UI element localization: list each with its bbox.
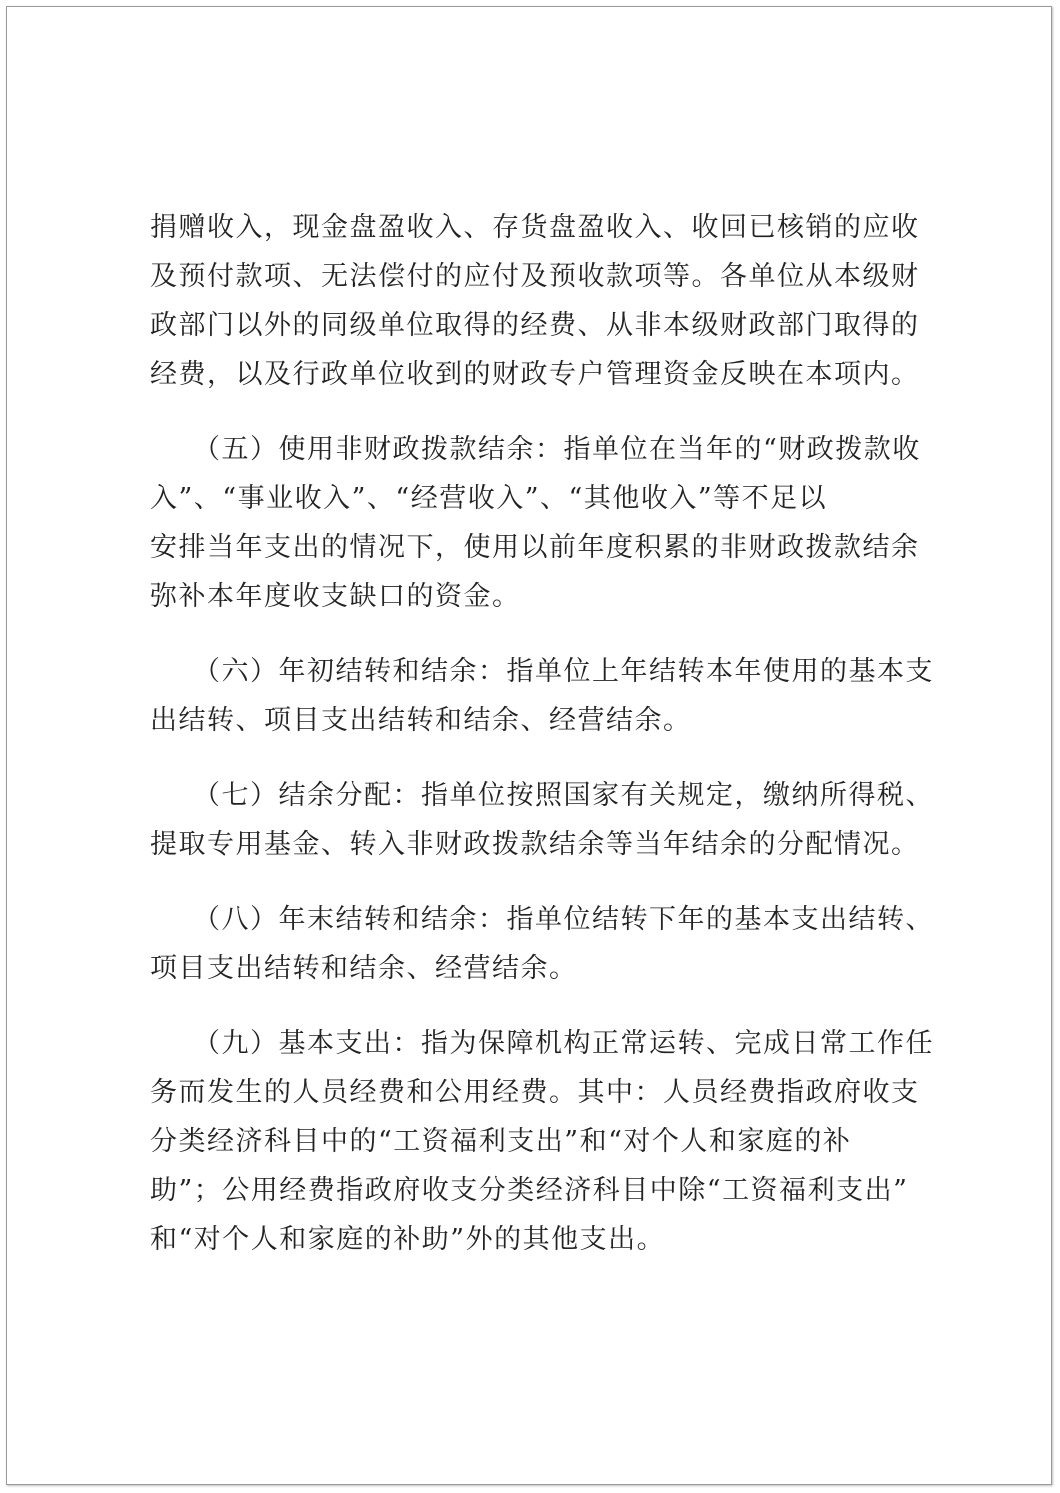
text-line: （九）基本支出：指为保障机构正常运转、完成日常工作任 (193, 1028, 934, 1059)
text-line: 捐赠收入，现金盘盈收入、存货盘盈收入、收回已核销的应收 (150, 212, 920, 243)
text-line: 政部门以外的同级单位取得的经费、从非本级财政部门取得的 (150, 310, 920, 341)
text-line: 和“对个人和家庭的补助”外的其他支出。 (150, 1224, 666, 1255)
text-line: （八）年末结转和结余：指单位结转下年的基本支出结转、 (193, 904, 934, 935)
document-body (150, 203, 934, 1290)
text-line: 入”、“事业收入”、“经营收入”、“其他收入”等不足以 (150, 483, 828, 514)
text-line: （五）使用非财政拨款结余：指单位在当年的“财政拨款收 (193, 434, 921, 465)
paragraph-item-8 (150, 895, 934, 993)
text-line: 经费，以及行政单位收到的财政专户管理资金反映在本项内。 (150, 359, 920, 390)
text-line: 提取专用基金、转入非财政拨款结余等当年结余的分配情况。 (150, 829, 920, 860)
text-line: （六）年初结转和结余：指单位上年结转本年使用的基本支 (193, 656, 934, 687)
text-line: 助”；公用经费指政府收支分类经济科目中除“工资福利支出” (150, 1175, 909, 1206)
paragraph-other-income-continued (150, 203, 920, 399)
text-line: （七）结余分配：指单位按照国家有关规定，缴纳所得税、 (193, 780, 934, 811)
paragraph-item-9 (150, 1019, 934, 1264)
text-line: 分类经济科目中的“工资福利支出”和“对个人和家庭的补 (150, 1126, 852, 1157)
text-line: 务而发生的人员经费和公用经费。其中：人员经费指政府收支 (150, 1077, 920, 1108)
text-line: 弥补本年度收支缺口的资金。 (150, 581, 521, 612)
page (6, 6, 1052, 1485)
paragraph-item-6 (150, 647, 934, 745)
paragraph-item-7 (150, 771, 934, 869)
paragraph-item-5 (150, 425, 920, 621)
text-line: 出结转、项目支出结转和结余、经营结余。 (150, 705, 692, 736)
text-line: 项目支出结转和结余、经营结余。 (150, 953, 578, 984)
text-line: 安排当年支出的情况下，使用以前年度积累的非财政拨款结余 (150, 532, 920, 563)
text-line: 及预付款项、无法偿付的应付及预收款项等。各单位从本级财 (150, 261, 920, 292)
